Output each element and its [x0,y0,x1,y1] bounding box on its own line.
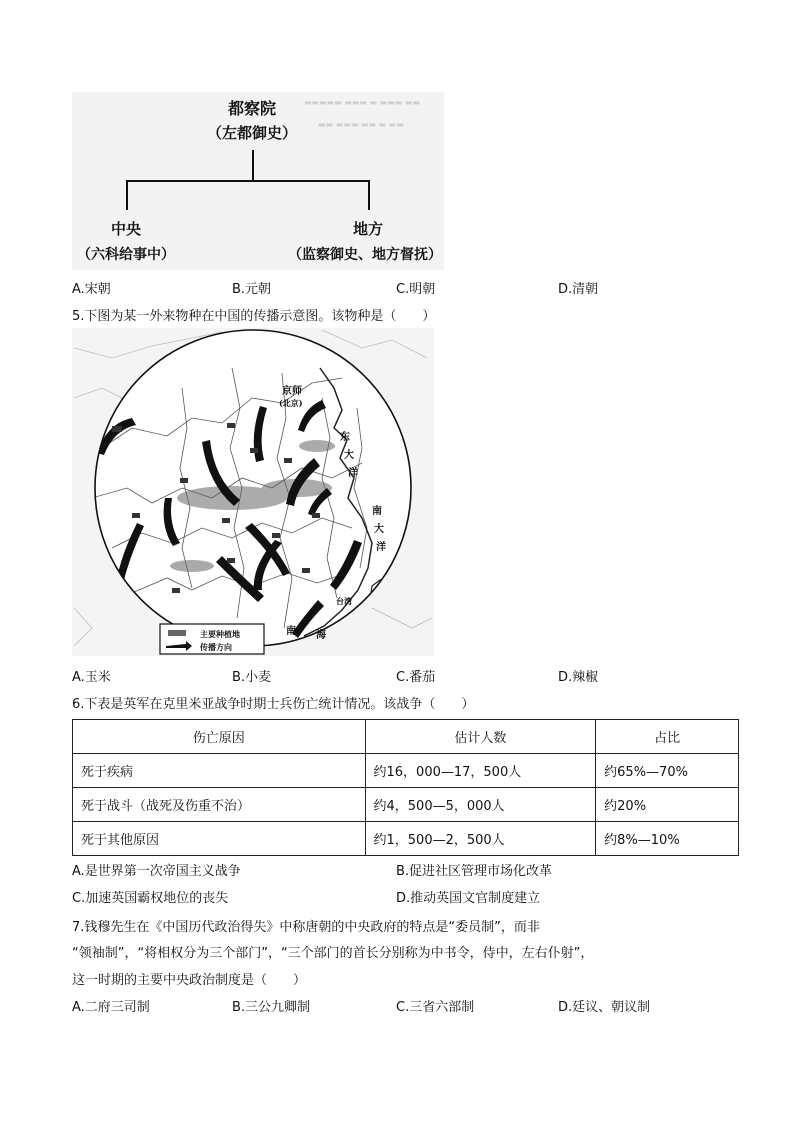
connector-horizontal [126,180,370,182]
chart-right-title: 地方 [352,220,383,238]
chart-right-subtitle: （监察御史、地方督抚） [288,247,442,263]
q7-option-d[interactable]: D.廷议、朝议制 [558,1000,651,1015]
casualty-table [72,719,739,856]
east-sea-char-2: 大 [344,450,354,461]
q6-option-b[interactable]: B.促进社区管理市场化改革 [396,864,553,879]
table-row [73,822,739,856]
q6-stem: 6.下表是英军在克里米亚战争时期士兵伤亡统计情况。该战争（ ） [72,697,475,712]
south-sea-char-3: 洋 [376,542,386,553]
table-cell: 死于疾病 [73,754,366,788]
species-spread-map [72,328,434,656]
q7-stem-line-2: “领袖制”，“将相权分为三个部门”，“三个部门的首长分别称为中书令，侍中，左右仆射”， [72,946,594,961]
q4-options [72,278,752,298]
chart-left-title: 中央 [110,220,141,238]
table-header-cell: 估计人数 [365,720,596,754]
q6-options-row-1 [72,860,752,880]
q4-option-b[interactable]: B.元朝 [232,282,272,297]
q7-option-c[interactable]: C.三省六部制 [396,1000,475,1015]
legend-direction-label: 传播方向 [200,643,232,652]
q7-option-b[interactable]: B.三公九卿制 [232,1000,311,1015]
south-china-sea-label-2: 海 [316,630,326,641]
table-row [73,754,739,788]
table-header-cell: 占比 [596,720,739,754]
taiwan-label: 台湾 [336,596,352,606]
capital-sub-label: (北京) [279,398,303,408]
legend-planting-label: 主要种植地 [200,630,240,639]
south-china-sea-label-1: 南 [286,626,296,637]
connector-vertical-left [126,180,128,210]
q4-option-a[interactable]: A.宋朝 [72,282,111,297]
table-row [73,788,739,822]
table-cell: 约20% [596,788,739,822]
q6-options-row-2 [72,887,752,907]
q5-option-c[interactable]: C.番茄 [396,670,436,685]
q5-options [72,666,752,686]
south-sea-char-1: 南 [372,506,382,517]
table-header-row [73,720,739,754]
table-cell: 约65%—70% [596,754,739,788]
table-cell: 死于其他原因 [73,822,366,856]
q5-stem: 5.下图为某一外来物种在中国的传播示意图。该物种是（ ） [72,309,436,324]
q7-options [72,996,752,1016]
q7-option-a[interactable]: A.二府三司制 [72,1000,150,1015]
faint-bleed-text: ▬▬▬▬▬ ▬▬▬ ▬ ▬▬▬ ▬▬ [304,98,420,107]
q5-option-b[interactable]: B.小麦 [232,670,272,685]
east-sea-char-3: 洋 [348,468,358,479]
table-cell: 约1，500—2，500人 [365,822,596,856]
chart-top-subtitle: （左都御史） [206,124,297,142]
q6-option-a[interactable]: A.是世界第一次帝国主义战争 [72,864,241,879]
chart-top-title: 都察院 [227,99,276,118]
q5-option-a[interactable]: A.玉米 [72,670,111,685]
capital-label: 京师 [282,386,302,397]
connector-vertical-right [368,180,370,210]
map-legend [160,624,264,654]
q6-option-d[interactable]: D.推动英国文官制度建立 [396,891,541,906]
table-cell: 约8%—10% [596,822,739,856]
chart-left-subtitle: （六科给事中） [77,247,175,263]
table-header-cell: 伤亡原因 [73,720,366,754]
legend-planting-swatch [168,630,186,636]
q6-option-c[interactable]: C.加速英国霸权地位的丧失 [72,891,229,906]
faint-bleed-text: ▬▬ ▬▬▬ ▬▬ ▬ ▬▬ [318,120,404,129]
q5-option-d[interactable]: D.辣椒 [558,670,599,685]
q7-stem-line-1: 7.钱穆先生在《中国历代政治得失》中称唐朝的中央政府的特点是“委员制”，而非 [72,920,540,935]
q4-option-c[interactable]: C.明朝 [396,282,436,297]
connector-vertical-top [252,150,254,180]
table-cell: 死于战斗（战死及伤重不治） [73,788,366,822]
table-cell: 约4，500—5，000人 [365,788,596,822]
map-graphic [72,328,434,656]
table-cell: 约16，000—17，500人 [365,754,596,788]
q4-option-d[interactable]: D.清朝 [558,282,599,297]
q7-stem-line-3: 这一时期的主要中央政治制度是（ ） [72,973,307,988]
org-chart-figure [72,92,444,270]
south-sea-char-2: 大 [374,524,384,535]
east-sea-char-1: 东 [340,432,350,443]
